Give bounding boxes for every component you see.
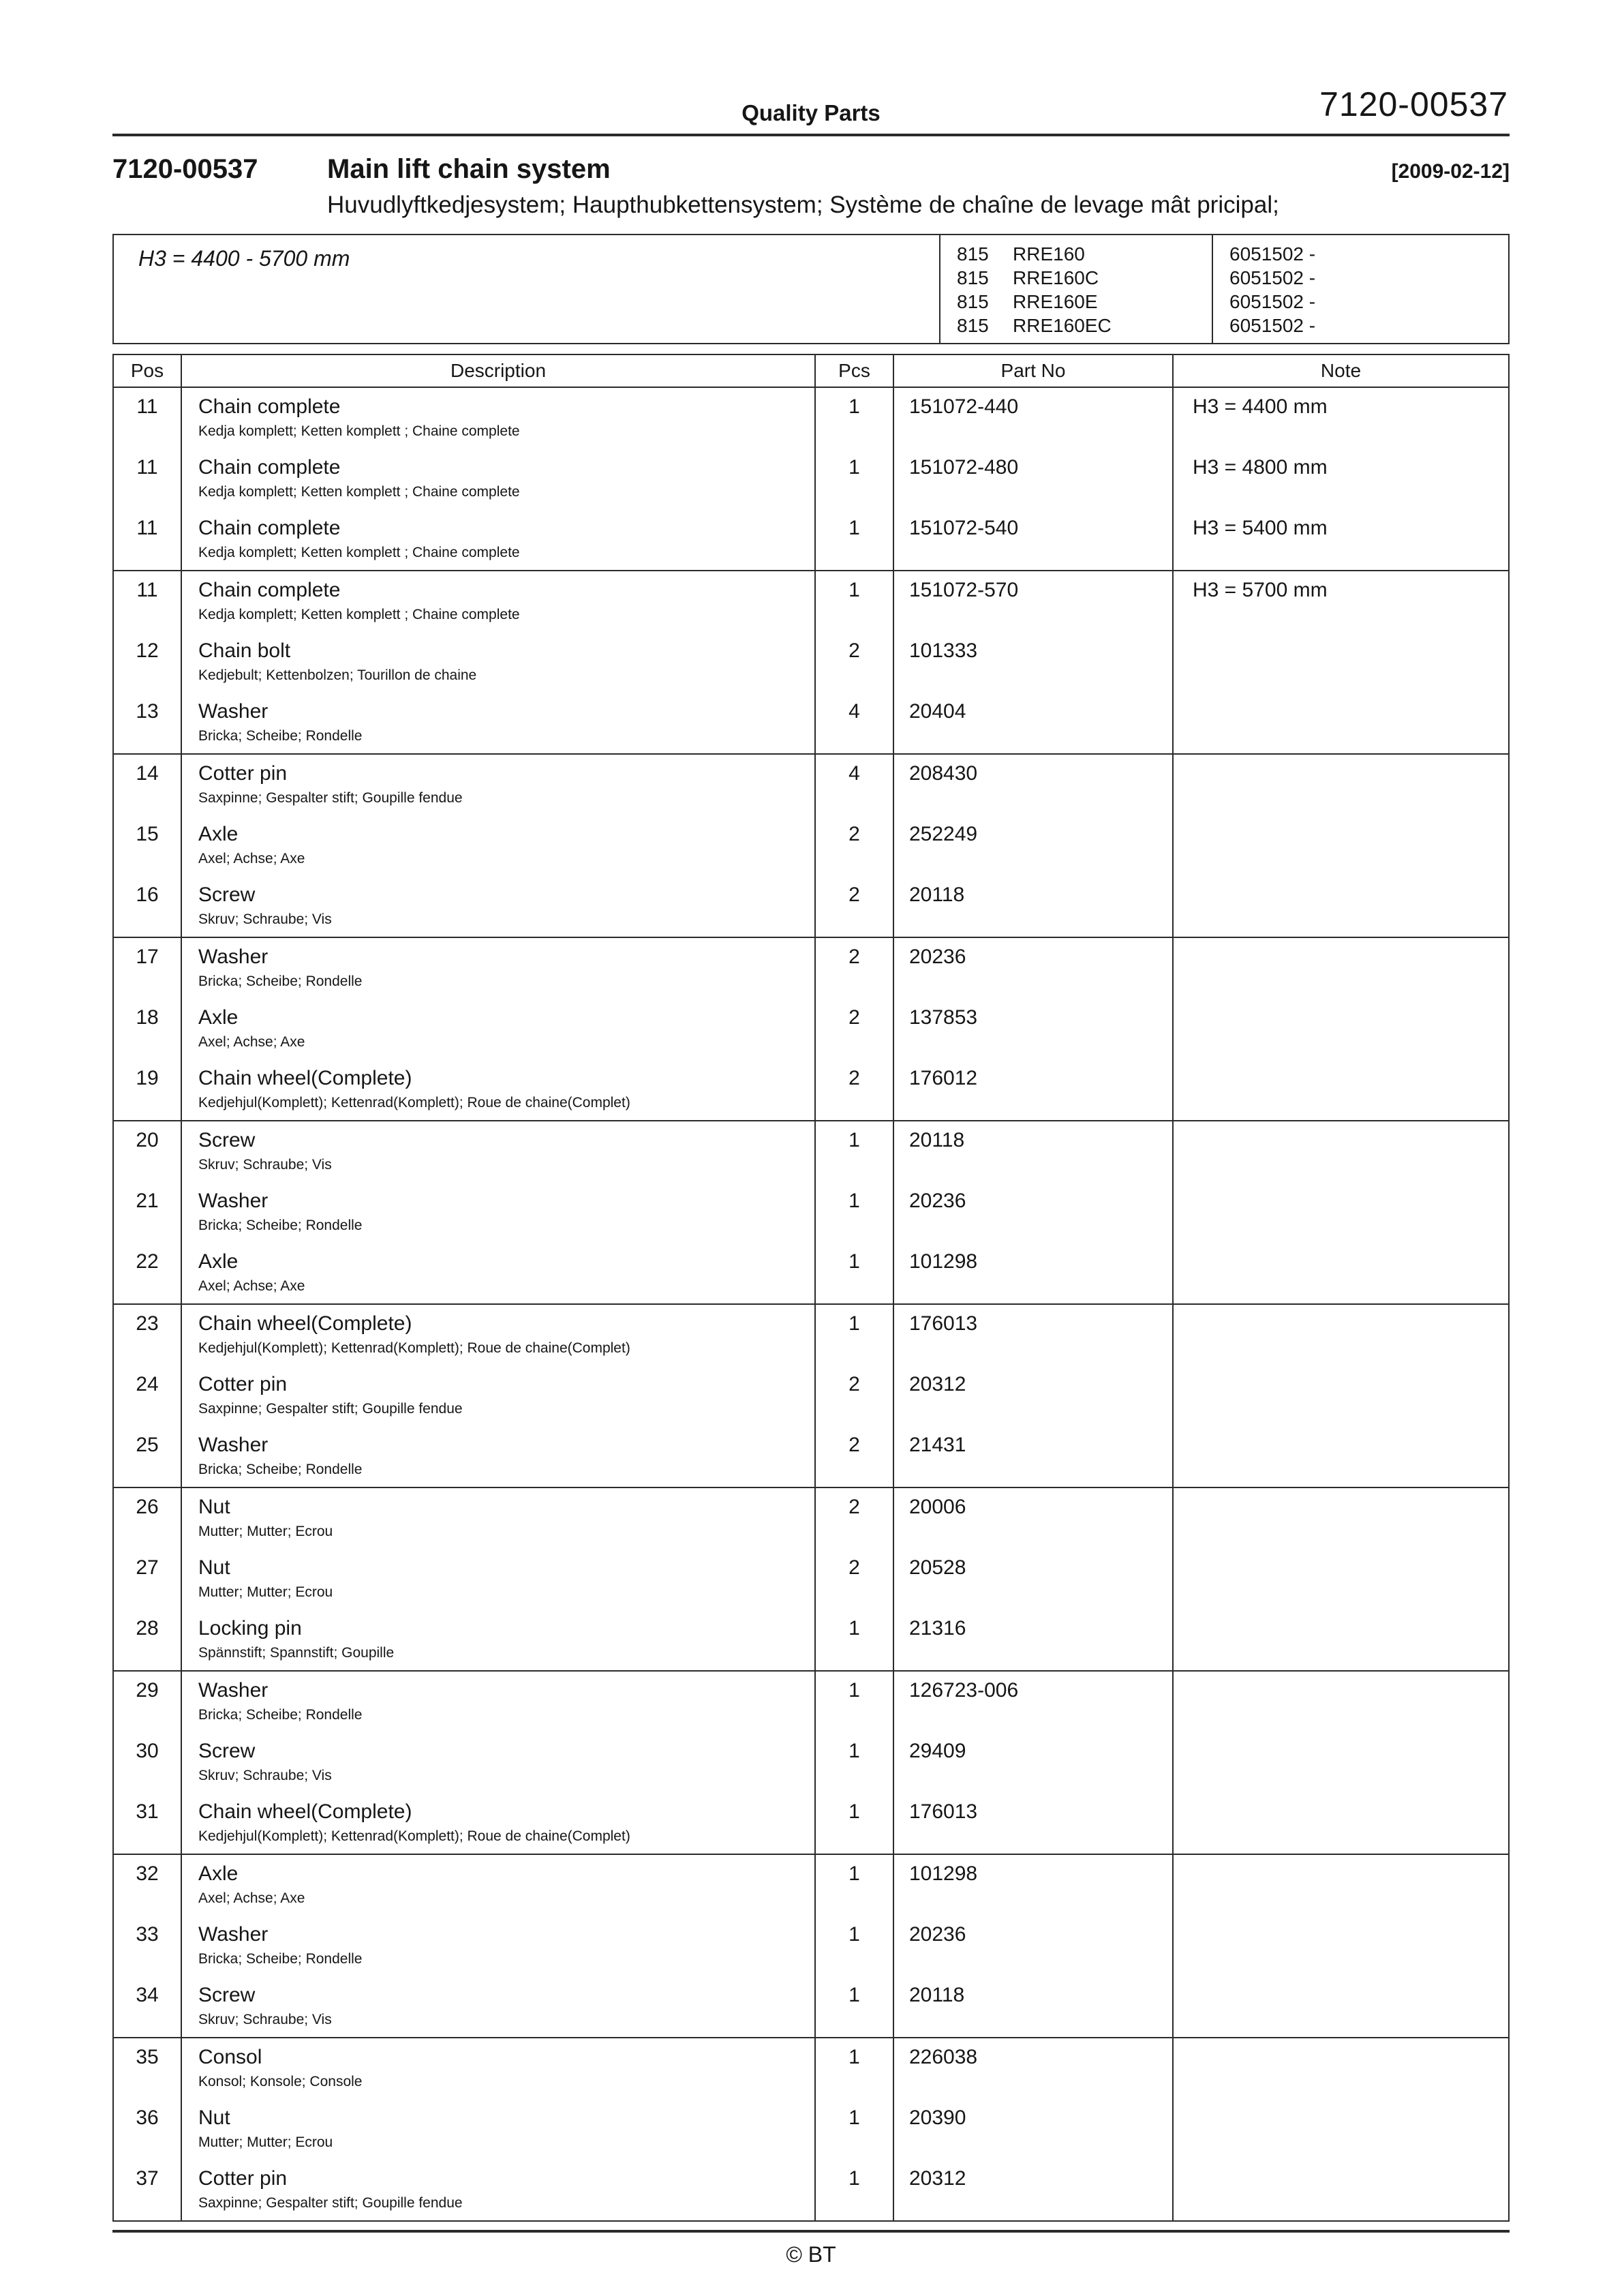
cell-pos: 14	[113, 754, 181, 815]
cell-part-no: 20006	[893, 1487, 1173, 1549]
cell-pos: 16	[113, 876, 181, 937]
cell-pcs: 2	[815, 1549, 893, 1610]
description-main: Axle	[198, 823, 239, 845]
description-main: Chain complete	[198, 517, 341, 539]
description-main: Cotter pin	[198, 762, 288, 785]
cell-description	[181, 1243, 815, 1304]
cell-pcs: 1	[815, 1671, 893, 1732]
cell-description	[181, 1549, 815, 1610]
description-sub: Saxpinne; Gespalter stift; Goupille fendue	[198, 790, 463, 806]
table-row	[113, 1549, 1509, 1610]
cell-part-no: 20118	[893, 876, 1173, 937]
page-header	[112, 0, 1510, 134]
cell-pcs: 1	[815, 2160, 893, 2221]
cell-pos: 28	[113, 1610, 181, 1671]
table-row	[113, 387, 1509, 449]
table-row	[113, 999, 1509, 1059]
cell-pos: 11	[113, 571, 181, 632]
description-sub: Kedjehjul(Komplett); Kettenrad(Komplett); Roue de chaine(Complet)	[198, 1095, 630, 1111]
cell-pcs: 1	[815, 1732, 893, 1793]
table-row	[113, 693, 1509, 754]
footer-rule	[112, 2230, 1510, 2233]
description-main: Axle	[198, 1250, 239, 1273]
cell-pos: 36	[113, 2099, 181, 2160]
description-sub: Kedjehjul(Komplett); Kettenrad(Komplett); Roue de chaine(Complet)	[198, 1340, 630, 1356]
cell-part-no: 20312	[893, 2160, 1173, 2221]
model-row	[957, 314, 1212, 337]
description-sub: Kedja komplett; Ketten komplett ; Chaine complete	[198, 545, 520, 560]
model-name: RRE160EC	[1013, 315, 1112, 336]
description-main: Chain complete	[198, 395, 341, 418]
cell-description	[181, 1365, 815, 1426]
cell-part-no: 101298	[893, 1243, 1173, 1304]
cell-part-no: 126723-006	[893, 1671, 1173, 1732]
cell-note	[1173, 1059, 1509, 1121]
description-main: Nut	[198, 2106, 230, 2129]
cell-pcs: 1	[815, 1610, 893, 1671]
cell-note	[1173, 632, 1509, 693]
cell-part-no: 21431	[893, 1426, 1173, 1487]
cell-note	[1173, 815, 1509, 876]
cell-part-no: 20236	[893, 1182, 1173, 1243]
model-code: 815	[957, 315, 989, 336]
cell-description	[181, 937, 815, 999]
table-header-row	[113, 354, 1509, 387]
cell-description	[181, 1121, 815, 1182]
cell-pos: 12	[113, 632, 181, 693]
cell-pos: 29	[113, 1671, 181, 1732]
description-sub: Saxpinne; Gespalter stift; Goupille fendue	[198, 2195, 463, 2211]
description-main: Cotter pin	[198, 2167, 288, 2190]
description-sub: Mutter; Mutter; Ecrou	[198, 1524, 333, 1539]
description-main: Screw	[198, 1129, 256, 1151]
machine-info-box	[112, 234, 1510, 344]
cell-pos: 32	[113, 1854, 181, 1916]
cell-note	[1173, 754, 1509, 815]
page-footer	[112, 2230, 1510, 2267]
cell-pos: 30	[113, 1732, 181, 1793]
cell-note	[1173, 937, 1509, 999]
cell-pcs: 1	[815, 571, 893, 632]
page-title: Main lift chain system	[327, 154, 611, 184]
description-sub: Spännstift; Spannstift; Goupille	[198, 1645, 395, 1661]
cell-note	[1173, 1976, 1509, 2038]
footer-copyright: © BT	[786, 2242, 836, 2267]
cell-pos: 11	[113, 387, 181, 449]
header-note: Note	[1173, 354, 1509, 387]
cell-pos: 34	[113, 1976, 181, 2038]
model-row	[957, 290, 1212, 314]
cell-description	[181, 1671, 815, 1732]
cell-pos: 23	[113, 1304, 181, 1365]
model-code: 815	[957, 243, 989, 265]
cell-description	[181, 387, 815, 449]
table-row	[113, 1365, 1509, 1426]
cell-note	[1173, 1549, 1509, 1610]
description-sub: Bricka; Scheibe; Rondelle	[198, 1951, 363, 1967]
cell-pcs: 1	[815, 1976, 893, 2038]
cell-pos: 26	[113, 1487, 181, 1549]
table-row	[113, 1182, 1509, 1243]
table-row	[113, 1610, 1509, 1671]
table-row	[113, 449, 1509, 509]
cell-part-no: 176013	[893, 1793, 1173, 1854]
description-main: Axle	[198, 1006, 239, 1029]
description-main: Chain complete	[198, 579, 341, 601]
model-name: RRE160C	[1013, 267, 1099, 288]
table-row	[113, 571, 1509, 632]
table-row	[113, 1121, 1509, 1182]
description-sub: Kedjehjul(Komplett); Kettenrad(Komplett); Roue de chaine(Complet)	[198, 1828, 630, 1844]
cell-note	[1173, 1304, 1509, 1365]
table-row	[113, 1671, 1509, 1732]
table-row	[113, 1916, 1509, 1976]
header-doc-number: 7120-00537	[1319, 85, 1508, 123]
description-sub: Kedjebult; Kettenbolzen; Tourillon de chaine	[198, 667, 477, 683]
serial-list	[1212, 235, 1508, 343]
cell-pos: 11	[113, 509, 181, 571]
cell-description	[181, 1916, 815, 1976]
description-sub: Axel; Achse; Axe	[198, 1890, 305, 1906]
cell-description	[181, 1793, 815, 1854]
cell-description	[181, 1182, 815, 1243]
cell-note	[1173, 693, 1509, 754]
cell-pos: 11	[113, 449, 181, 509]
cell-part-no: 101333	[893, 632, 1173, 693]
cell-description	[181, 509, 815, 571]
cell-description	[181, 1976, 815, 2038]
cell-description	[181, 2160, 815, 2221]
description-sub: Bricka; Scheibe; Rondelle	[198, 728, 363, 744]
description-main: Chain bolt	[198, 639, 291, 662]
model-code: 815	[957, 267, 989, 288]
cell-pcs: 2	[815, 632, 893, 693]
table-row	[113, 1059, 1509, 1121]
cell-pos: 17	[113, 937, 181, 999]
cell-pos: 37	[113, 2160, 181, 2221]
description-main: Nut	[198, 1496, 230, 1518]
row-group	[113, 571, 1509, 754]
description-main: Nut	[198, 1556, 230, 1579]
cell-part-no: 176013	[893, 1304, 1173, 1365]
cell-part-no: 20236	[893, 1916, 1173, 1976]
table-row	[113, 754, 1509, 815]
cell-description	[181, 1304, 815, 1365]
cell-pcs: 1	[815, 2099, 893, 2160]
cell-part-no: 20118	[893, 1121, 1173, 1182]
cell-pcs: 1	[815, 1916, 893, 1976]
table-row	[113, 1732, 1509, 1793]
cell-note: H3 = 5400 mm	[1173, 509, 1509, 571]
table-row	[113, 2038, 1509, 2099]
model-list	[939, 235, 1212, 343]
description-main: Screw	[198, 883, 256, 906]
table-row	[113, 815, 1509, 876]
doc-date: [2009-02-12]	[1391, 160, 1510, 183]
description-main: Screw	[198, 1740, 256, 1762]
cell-part-no: 151072-570	[893, 571, 1173, 632]
cell-pcs: 2	[815, 1365, 893, 1426]
cell-note: H3 = 5700 mm	[1173, 571, 1509, 632]
table-row	[113, 1243, 1509, 1304]
description-main: Washer	[198, 1434, 269, 1456]
header-rule	[112, 134, 1510, 136]
cell-pcs: 1	[815, 509, 893, 571]
model-serial: 6051502 -	[1229, 267, 1316, 288]
table-row	[113, 1487, 1509, 1549]
description-sub: Kedja komplett; Ketten komplett ; Chaine complete	[198, 423, 520, 439]
cell-note: H3 = 4400 mm	[1173, 387, 1509, 449]
row-group	[113, 937, 1509, 1121]
description-main: Washer	[198, 946, 269, 968]
model-serial: 6051502 -	[1229, 315, 1316, 336]
cell-pcs: 2	[815, 876, 893, 937]
cell-note	[1173, 1854, 1509, 1916]
cell-pcs: 2	[815, 1487, 893, 1549]
cell-pcs: 2	[815, 937, 893, 999]
table-row	[113, 937, 1509, 999]
header-part-no: Part No	[893, 354, 1173, 387]
cell-note	[1173, 999, 1509, 1059]
cell-part-no: 137853	[893, 999, 1173, 1059]
description-main: Screw	[198, 1984, 256, 2006]
row-group	[113, 1671, 1509, 1854]
description-main: Chain wheel(Complete)	[198, 1312, 412, 1335]
table-row	[113, 876, 1509, 937]
description-sub: Skruv; Schraube; Vis	[198, 2012, 332, 2027]
cell-pos: 19	[113, 1059, 181, 1121]
cell-note	[1173, 1182, 1509, 1243]
cell-note: H3 = 4800 mm	[1173, 449, 1509, 509]
header-description: Description	[181, 354, 815, 387]
cell-pcs: 2	[815, 1426, 893, 1487]
cell-part-no: 176012	[893, 1059, 1173, 1121]
row-group	[113, 2038, 1509, 2221]
cell-pcs: 1	[815, 1243, 893, 1304]
description-main: Washer	[198, 1679, 269, 1702]
header-title: Quality Parts	[741, 100, 881, 125]
cell-note	[1173, 1610, 1509, 1671]
cell-note	[1173, 1732, 1509, 1793]
cell-part-no: 226038	[893, 2038, 1173, 2099]
header-pcs: Pcs	[815, 354, 893, 387]
cell-description	[181, 449, 815, 509]
cell-pcs: 1	[815, 449, 893, 509]
cell-description	[181, 1610, 815, 1671]
cell-part-no: 20236	[893, 937, 1173, 999]
cell-note	[1173, 1916, 1509, 1976]
cell-part-no: 151072-480	[893, 449, 1173, 509]
cell-pcs: 1	[815, 387, 893, 449]
description-sub: Skruv; Schraube; Vis	[198, 1768, 332, 1783]
cell-pcs: 4	[815, 754, 893, 815]
cell-pos: 24	[113, 1365, 181, 1426]
description-main: Axle	[198, 1862, 239, 1885]
cell-part-no: 151072-440	[893, 387, 1173, 449]
description-sub: Axel; Achse; Axe	[198, 1278, 305, 1294]
description-main: Washer	[198, 700, 269, 723]
description-sub: Mutter; Mutter; Ecrou	[198, 2134, 333, 2150]
description-main: Locking pin	[198, 1617, 302, 1640]
page-subtitle: Huvudlyftkedjesystem; Haupthubkettensystem; Système de chaîne de levage mât pricipal;	[327, 192, 1279, 218]
description-sub: Konsol; Konsole; Console	[198, 2074, 363, 2089]
cell-pcs: 1	[815, 2038, 893, 2099]
parts-table	[112, 354, 1510, 2222]
cell-note	[1173, 1426, 1509, 1487]
cell-part-no: 20312	[893, 1365, 1173, 1426]
row-group	[113, 387, 1509, 571]
description-sub: Axel; Achse; Axe	[198, 1034, 305, 1050]
header-pos: Pos	[113, 354, 181, 387]
description-main: Cotter pin	[198, 1373, 288, 1395]
cell-pos: 33	[113, 1916, 181, 1976]
cell-note	[1173, 1365, 1509, 1426]
cell-description	[181, 1487, 815, 1549]
description-sub: Skruv; Schraube; Vis	[198, 1157, 332, 1173]
cell-pcs: 2	[815, 999, 893, 1059]
description-main: Consol	[198, 2046, 262, 2068]
model-row	[957, 242, 1212, 266]
cell-part-no: 151072-540	[893, 509, 1173, 571]
cell-pcs: 2	[815, 815, 893, 876]
cell-part-no: 21316	[893, 1610, 1173, 1671]
title-row	[112, 154, 1510, 185]
cell-description	[181, 754, 815, 815]
cell-pos: 18	[113, 999, 181, 1059]
table-row	[113, 632, 1509, 693]
cell-part-no: 208430	[893, 754, 1173, 815]
cell-pcs: 1	[815, 1182, 893, 1243]
row-group	[113, 1487, 1509, 1671]
cell-pos: 21	[113, 1182, 181, 1243]
table-header	[113, 354, 1509, 387]
cell-part-no: 252249	[893, 815, 1173, 876]
cell-pos: 27	[113, 1549, 181, 1610]
cell-part-no: 20118	[893, 1976, 1173, 2038]
cell-note	[1173, 876, 1509, 937]
table-row	[113, 2099, 1509, 2160]
table-row	[113, 1426, 1509, 1487]
table-row	[113, 1304, 1509, 1365]
doc-number: 7120-00537	[112, 154, 258, 184]
cell-pos: 31	[113, 1793, 181, 1854]
cell-note	[1173, 2038, 1509, 2099]
model-name: RRE160E	[1013, 291, 1098, 312]
cell-pcs: 4	[815, 693, 893, 754]
row-group	[113, 1304, 1509, 1487]
cell-pos: 25	[113, 1426, 181, 1487]
cell-pcs: 1	[815, 1304, 893, 1365]
cell-note	[1173, 2099, 1509, 2160]
cell-pos: 35	[113, 2038, 181, 2099]
description-main: Chain complete	[198, 456, 341, 479]
cell-description	[181, 693, 815, 754]
cell-pcs: 1	[815, 1854, 893, 1916]
cell-note	[1173, 1671, 1509, 1732]
row-group	[113, 1854, 1509, 2038]
table-row	[113, 1854, 1509, 1916]
cell-pos: 13	[113, 693, 181, 754]
model-name: RRE160	[1013, 243, 1085, 265]
cell-note	[1173, 1121, 1509, 1182]
cell-pos: 15	[113, 815, 181, 876]
description-main: Washer	[198, 1190, 269, 1212]
description-sub: Bricka; Scheibe; Rondelle	[198, 1462, 363, 1477]
cell-pcs: 2	[815, 1059, 893, 1121]
description-sub: Bricka; Scheibe; Rondelle	[198, 1707, 363, 1723]
model-serial: 6051502 -	[1229, 243, 1316, 265]
table-row	[113, 2160, 1509, 2221]
description-sub: Bricka; Scheibe; Rondelle	[198, 1218, 363, 1233]
cell-description	[181, 876, 815, 937]
model-serial: 6051502 -	[1229, 291, 1316, 312]
description-sub: Bricka; Scheibe; Rondelle	[198, 973, 363, 989]
cell-part-no: 101298	[893, 1854, 1173, 1916]
description-main: Washer	[198, 1923, 269, 1946]
cell-description	[181, 2038, 815, 2099]
cell-description	[181, 1732, 815, 1793]
cell-description	[181, 1059, 815, 1121]
description-sub: Kedja komplett; Ketten komplett ; Chaine complete	[198, 484, 520, 500]
model-row	[957, 266, 1212, 290]
cell-part-no: 20390	[893, 2099, 1173, 2160]
cell-pos: 22	[113, 1243, 181, 1304]
cell-note	[1173, 2160, 1509, 2221]
cell-description	[181, 1426, 815, 1487]
cell-description	[181, 1854, 815, 1916]
cell-description	[181, 571, 815, 632]
description-sub: Axel; Achse; Axe	[198, 851, 305, 866]
model-code: 815	[957, 291, 989, 312]
description-sub: Mutter; Mutter; Ecrou	[198, 1584, 333, 1600]
cell-pcs: 1	[815, 1793, 893, 1854]
cell-part-no: 29409	[893, 1732, 1173, 1793]
cell-description	[181, 632, 815, 693]
cell-description	[181, 815, 815, 876]
cell-part-no: 20528	[893, 1549, 1173, 1610]
description-sub: Skruv; Schraube; Vis	[198, 911, 332, 927]
row-group	[113, 754, 1509, 937]
cell-note	[1173, 1243, 1509, 1304]
description-sub: Saxpinne; Gespalter stift; Goupille fendue	[198, 1401, 463, 1417]
table-row	[113, 1793, 1509, 1854]
cell-pcs: 1	[815, 1121, 893, 1182]
cell-note	[1173, 1793, 1509, 1854]
cell-description	[181, 2099, 815, 2160]
cell-description	[181, 999, 815, 1059]
table-row	[113, 509, 1509, 571]
mast-range-label: H3 = 4400 - 5700 mm	[138, 246, 350, 271]
cell-note	[1173, 1487, 1509, 1549]
table-row	[113, 1976, 1509, 2038]
row-group	[113, 1121, 1509, 1304]
description-main: Chain wheel(Complete)	[198, 1067, 412, 1089]
cell-part-no: 20404	[893, 693, 1173, 754]
description-sub: Kedja komplett; Ketten komplett ; Chaine complete	[198, 607, 520, 622]
cell-pos: 20	[113, 1121, 181, 1182]
description-main: Chain wheel(Complete)	[198, 1800, 412, 1823]
